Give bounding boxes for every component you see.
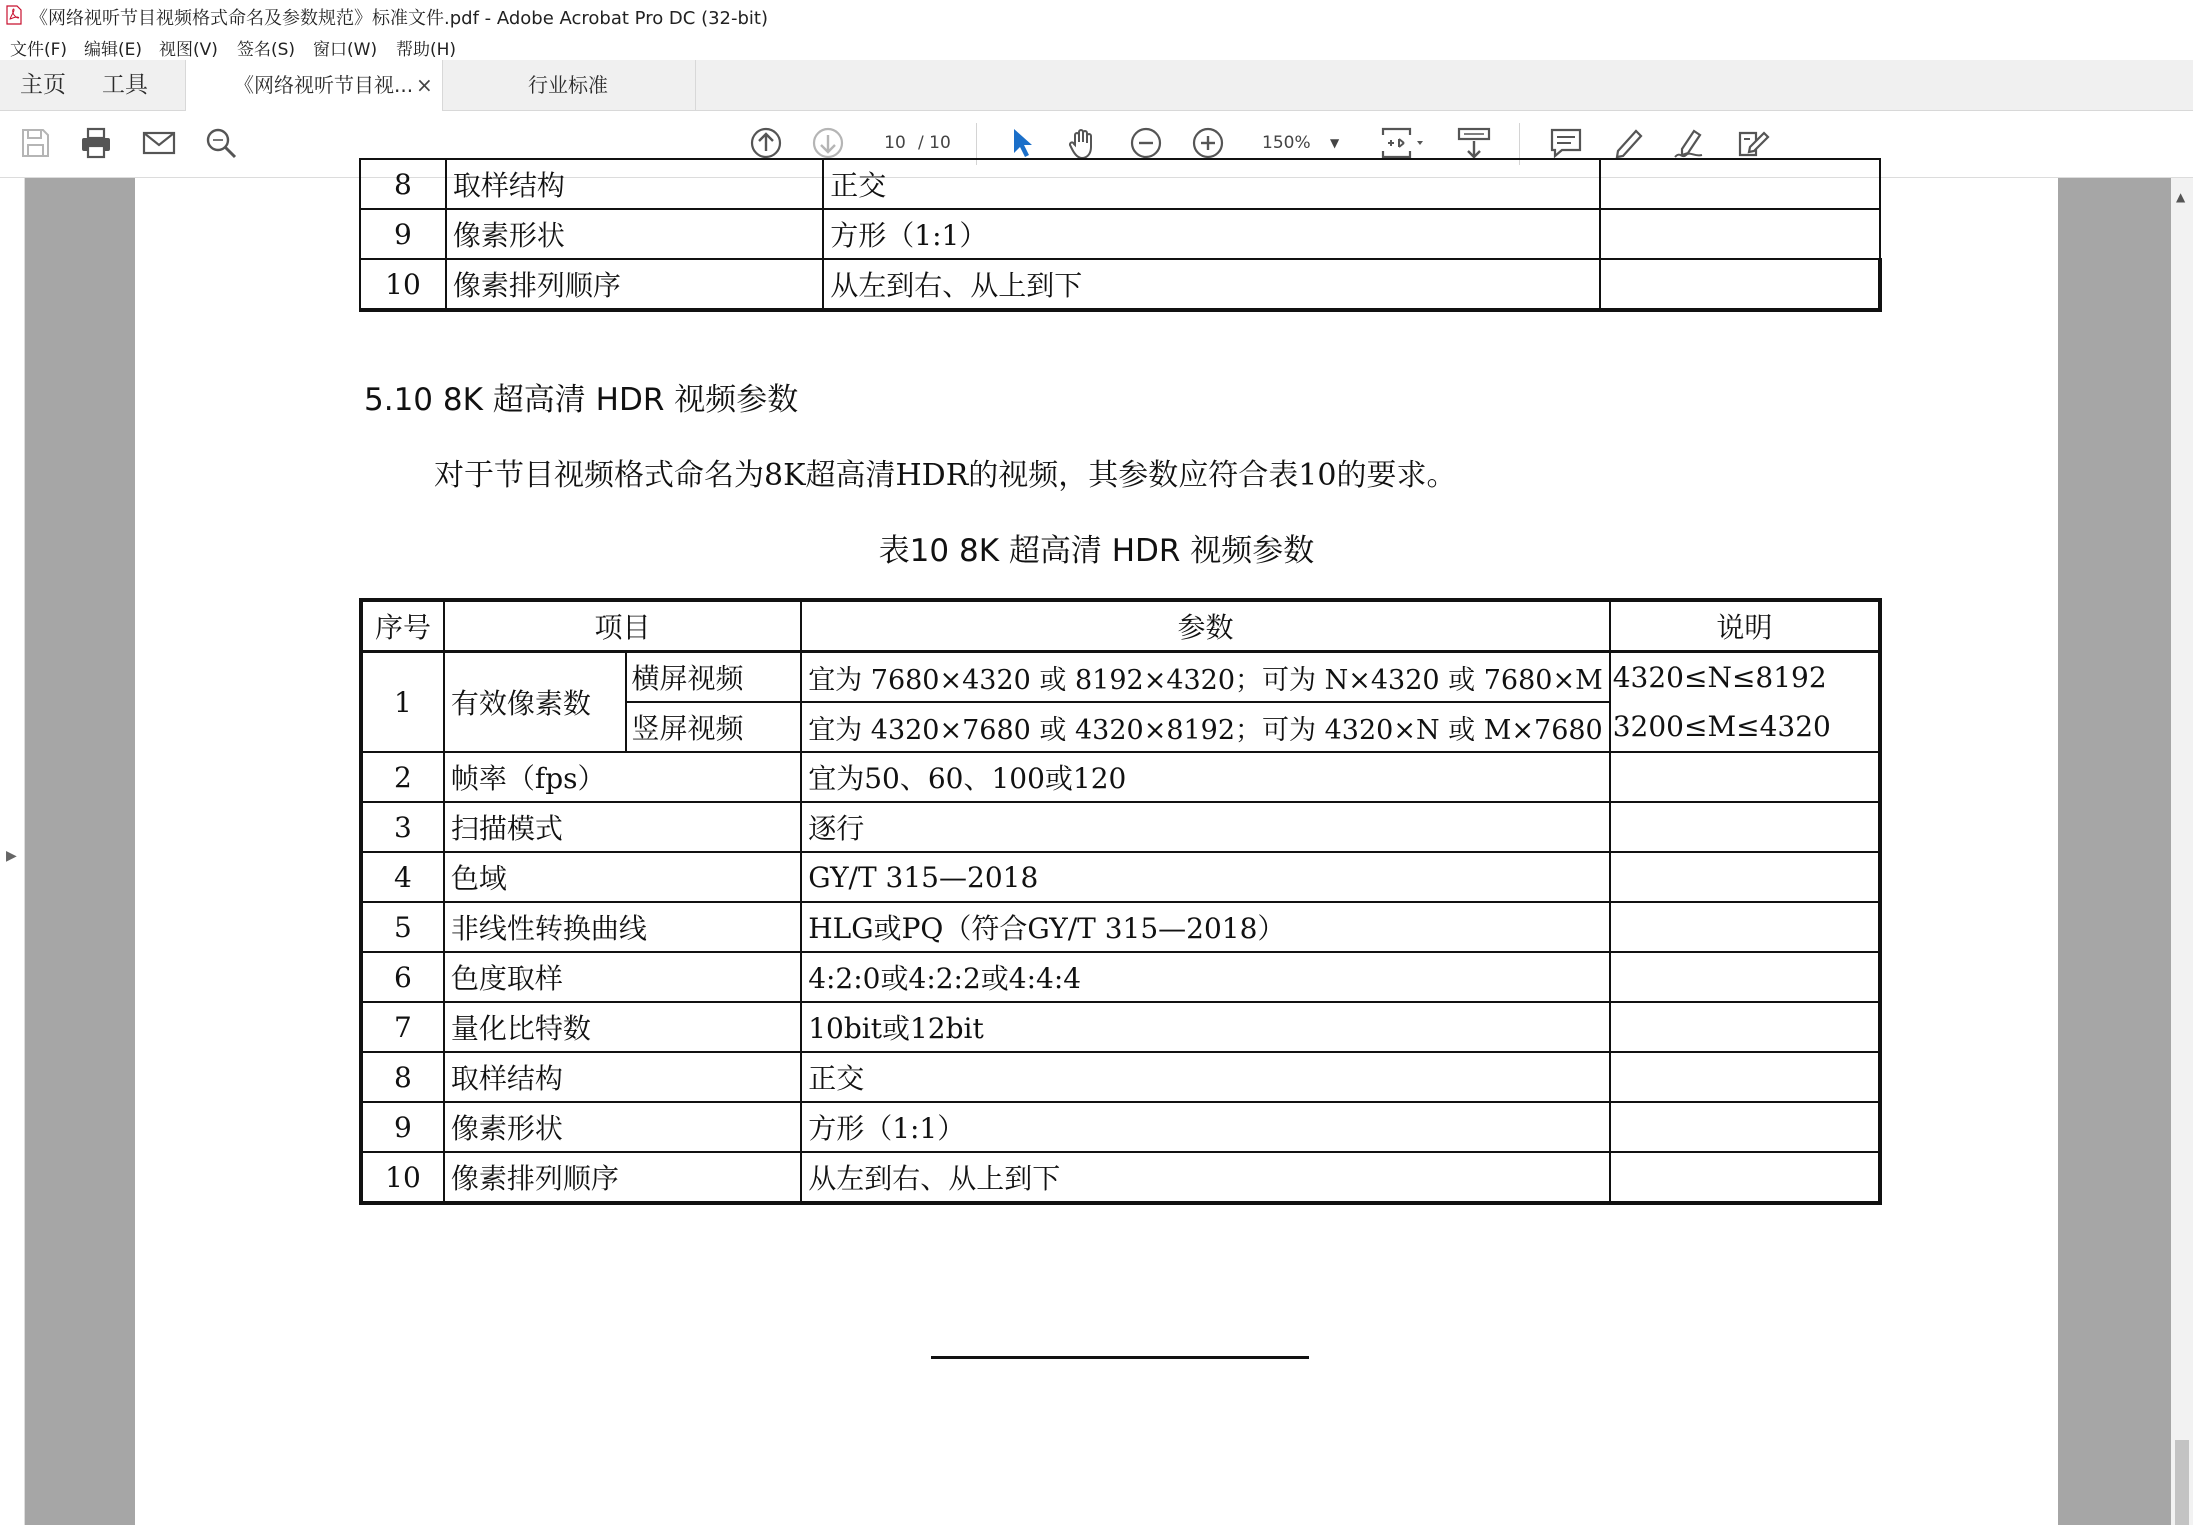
row-number: 3 (361, 802, 444, 852)
scroll-up-icon[interactable]: ▲ (2176, 190, 2186, 204)
previous-table (359, 158, 1882, 312)
menu-view[interactable]: 视图(V) (159, 40, 218, 60)
close-tab-icon[interactable]: × (416, 73, 433, 97)
section-heading: 5.10 8K 超高清 HDR 视频参数 (364, 382, 799, 418)
fit-page-icon[interactable] (1380, 125, 1426, 161)
document-end-line (931, 1356, 1309, 1359)
sign-icon[interactable] (1672, 125, 1708, 161)
chevron-down-icon: ▼ (1330, 136, 1340, 150)
row-note (1610, 1002, 1880, 1052)
page-up-icon[interactable] (748, 125, 784, 161)
menu-help[interactable]: 帮助(H) (396, 40, 457, 60)
zoom-level-value: 150% (1262, 133, 1311, 153)
row-note (1600, 159, 1880, 209)
row-note (1610, 1102, 1880, 1152)
row-number: 8 (360, 159, 446, 209)
row-note (1610, 1152, 1880, 1203)
row-subitem: 竖屏视频 (626, 702, 801, 752)
tab-tools[interactable]: 工具 (102, 72, 148, 98)
tab-document-label: 《网络视听节目视... (234, 73, 414, 97)
header-number: 序号 (361, 600, 444, 652)
table-header-row (361, 600, 1880, 652)
row-item: 量化比特数 (444, 1002, 801, 1052)
row-number: 1 (361, 652, 444, 753)
scroll-mode-icon[interactable] (1456, 125, 1492, 161)
row-number: 7 (361, 1002, 444, 1052)
row-number: 8 (361, 1052, 444, 1102)
menu-edit[interactable]: 编辑(E) (84, 40, 143, 60)
row-item: 非线性转换曲线 (444, 902, 801, 952)
save-icon[interactable] (17, 125, 53, 161)
row-note (1600, 259, 1880, 310)
table-row (361, 1152, 1880, 1203)
tab-industry-standard[interactable] (441, 60, 696, 110)
section-paragraph: 对于节目视频格式命名为8K超高清HDR的视频，其参数应符合表10的要求。 (434, 458, 1457, 493)
page-number-input[interactable]: 10 (870, 128, 920, 159)
row-item: 像素形状 (446, 209, 823, 259)
row-item: 取样结构 (444, 1052, 801, 1102)
row-param: 4:2:0或4:2:2或4:4:4 (801, 952, 1610, 1002)
row-note (1610, 752, 1880, 802)
search-icon[interactable] (203, 125, 239, 161)
print-icon[interactable] (78, 125, 114, 161)
row-param: 10bit或12bit (801, 1002, 1610, 1052)
row-number: 2 (361, 752, 444, 802)
row-item: 像素形状 (444, 1102, 801, 1152)
page-total: / 10 (918, 133, 951, 153)
table-row (361, 952, 1880, 1002)
row-number: 4 (361, 852, 444, 902)
table-row (361, 902, 1880, 952)
menu-bar (0, 32, 2193, 60)
viewer-background-left (25, 178, 135, 1525)
edit-document-icon[interactable] (1734, 125, 1770, 161)
menu-sign[interactable]: 签名(S) (237, 40, 296, 60)
row-param: 从左到右、从上到下 (823, 259, 1599, 310)
tab-industry-standard-label: 行业标准 (528, 73, 608, 97)
row-note (1610, 852, 1880, 902)
comment-icon[interactable] (1548, 125, 1584, 161)
window-title: 《网络视听节目视频格式命名及参数规范》标准文件.pdf - Adobe Acrobat Pro DC (32-bit) (30, 8, 769, 29)
row-number: 6 (361, 952, 444, 1002)
table-row (360, 259, 1880, 310)
row-number: 10 (360, 259, 446, 310)
row-param: 方形（1:1） (823, 209, 1599, 259)
left-panel-toggle-strip[interactable] (0, 178, 25, 1525)
email-icon[interactable] (141, 125, 177, 161)
row-item: 色域 (444, 852, 801, 902)
row-item: 有效像素数 (444, 652, 627, 753)
row-subitem: 横屏视频 (626, 652, 801, 703)
table-row (361, 652, 1880, 703)
row-item: 扫描模式 (444, 802, 801, 852)
table-row (361, 1102, 1880, 1152)
row-item: 像素排列顺序 (444, 1152, 801, 1203)
table-caption: 表10 8K 超高清 HDR 视频参数 (878, 533, 1315, 569)
row-param: HLG或PQ（符合GY/T 315—2018） (801, 902, 1610, 952)
row-item: 色度取样 (444, 952, 801, 1002)
expand-panel-icon[interactable]: ▶ (6, 848, 17, 864)
header-param: 参数 (801, 600, 1610, 652)
row-item: 像素排列顺序 (446, 259, 823, 310)
table-row (361, 1002, 1880, 1052)
header-item: 项目 (444, 600, 801, 652)
highlight-icon[interactable] (1610, 125, 1646, 161)
tab-bar (0, 60, 2193, 111)
tab-document[interactable] (185, 60, 443, 111)
table-row (361, 852, 1880, 902)
row-param: 从左到右、从上到下 (801, 1152, 1610, 1203)
menu-file[interactable]: 文件(F) (10, 40, 68, 60)
row-param: 宜为 7680×4320 或 8192×4320；可为 N×4320 或 7680×M (801, 652, 1610, 703)
zoom-in-icon[interactable] (1190, 125, 1226, 161)
row-param: 逐行 (801, 802, 1610, 852)
viewer-background-right (2058, 178, 2171, 1525)
row-note (1610, 802, 1880, 852)
row-number: 9 (360, 209, 446, 259)
table-row (361, 802, 1880, 852)
row-note (1600, 209, 1880, 259)
title-bar (0, 0, 2193, 32)
row-number: 5 (361, 902, 444, 952)
menu-window[interactable]: 窗口(W) (313, 40, 378, 60)
row-param: GY/T 315—2018 (801, 852, 1610, 902)
row-param: 宜为50、60、100或120 (801, 752, 1610, 802)
scrollbar-thumb[interactable] (2175, 1440, 2189, 1525)
table-row (360, 159, 1880, 209)
zoom-out-icon[interactable] (1128, 125, 1164, 161)
table-row (360, 209, 1880, 259)
row-param: 方形（1:1） (801, 1102, 1610, 1152)
header-note: 说明 (1610, 600, 1880, 652)
row-number: 10 (361, 1152, 444, 1203)
row-item: 取样结构 (446, 159, 823, 209)
table-row (361, 752, 1880, 802)
row-param: 正交 (823, 159, 1599, 209)
vertical-scrollbar[interactable] (2171, 178, 2193, 1525)
tab-home[interactable]: 主页 (20, 72, 66, 98)
row-note (1610, 902, 1880, 952)
row-number: 9 (361, 1102, 444, 1152)
row-note (1610, 952, 1880, 1002)
row-note: 4320≤N≤8192 (1610, 652, 1880, 703)
zoom-level-dropdown[interactable] (1252, 128, 1352, 159)
row-param: 宜为 4320×7680 或 4320×8192；可为 4320×N 或 M×7680 (801, 702, 1610, 752)
row-item: 帧率（fps） (444, 752, 801, 802)
hand-icon[interactable] (1066, 125, 1102, 161)
table-row (361, 1052, 1880, 1102)
page-down-icon[interactable] (810, 125, 846, 161)
document-viewer[interactable] (0, 167, 2193, 1525)
row-note (1610, 1052, 1880, 1102)
select-arrow-icon[interactable] (1004, 125, 1040, 161)
table-10 (359, 598, 1882, 1205)
pdf-file-icon (6, 5, 22, 25)
row-param: 正交 (801, 1052, 1610, 1102)
row-note: 3200≤M≤4320 (1610, 702, 1880, 752)
